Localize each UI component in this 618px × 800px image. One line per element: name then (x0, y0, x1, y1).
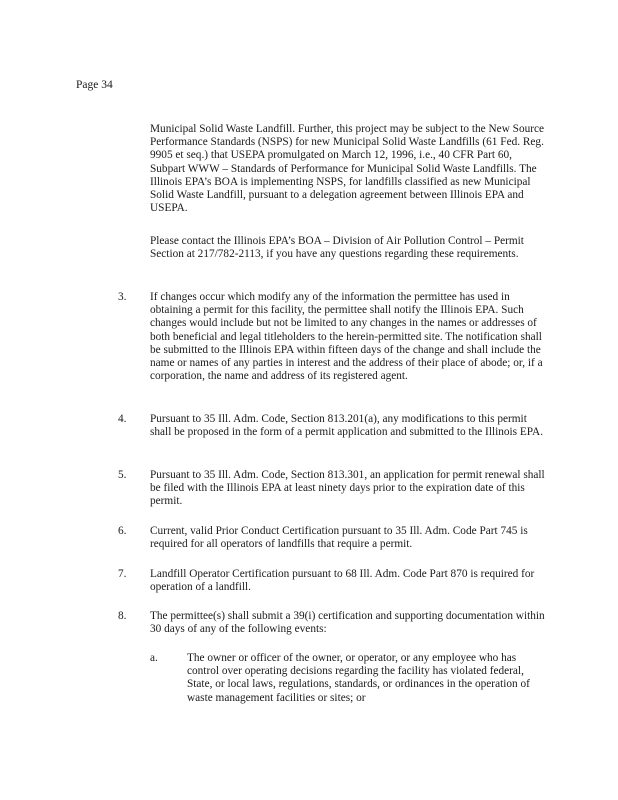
sub-list-item-letter: a. (150, 652, 158, 664)
continuation-paragraph-text: Municipal Solid Waste Landfill. Further, this project may be subject to the New Source Performance Standards (NSPS) for new Municipal Solid Waste Landfills (61 Fed. Reg. 9905 et seq.) that USEPA promulgated on March 12, 1996, i.e., 40 CFR Part 60, Subpart WWW – Standards of Performance for Municipal Solid Waste Landfills. The Illinois EPA’s BOA is implementing NSPS, for landfills classified as new Municipal Solid Waste Landfill, pursuant to a delegation agreement between Illinois EPA and USEPA. (150, 123, 545, 215)
list-item-number: 4. (118, 413, 127, 425)
list-item-text: Current, valid Prior Conduct Certification pursuant to 35 Ill. Adm. Code Part 745 is required for all operators of landfills that require a permit. (150, 525, 528, 551)
list-item-number: 7. (118, 568, 127, 580)
page-number-label: Page 34 (76, 79, 113, 91)
list-item-text: The permittee(s) shall submit a 39(i) certification and supporting documentation within 30 days of any of the following events: (150, 610, 545, 636)
list-item-number: 6. (118, 525, 127, 537)
sub-list-item-text: The owner or officer of the owner, or operator, or any employee who has control over operating decisions regarding the facility has violated federal, State, or local laws, regulations, standards, or ordinances in the operation of waste management facilities or sites; or (187, 652, 530, 704)
contact-paragraph (150, 235, 546, 261)
list-item-text: Pursuant to 35 Ill. Adm. Code, Section 813.301, an application for permit renewal shall be filed with the Illinois EPA at least ninety days prior to the expiration date of this permit. (150, 469, 545, 508)
list-item-number: 8. (118, 610, 127, 622)
contact-paragraph-text: Please contact the Illinois EPA’s BOA – Division of Air Pollution Control – Permit Section at 217/782-2113, if you have any questions regarding these requirements. (150, 235, 524, 261)
list-item-text: If changes occur which modify any of the information the permittee has used in obtaining a permit for this facility, the permittee shall notify the Illinois EPA. Such changes would include but not be limited to any changes in the names or addresses of both beneficial and legal titleholders to the herein-permitted site. The notification shall be submitted to the Illinois EPA within fifteen days of the change and shall include the name or names of any parties in interest and the address of their place of abode; or, if a corporation, the name and address of its registered agent. (150, 291, 543, 383)
list-item-text: Pursuant to 35 Ill. Adm. Code, Section 813.201(a), any modifications to this permit shall be proposed in the form of a permit application and submitted to the Illinois EPA. (150, 413, 544, 439)
list-item-number: 5. (118, 469, 127, 481)
list-item-number: 3. (118, 291, 127, 303)
list-item-text: Landfill Operator Certification pursuant to 68 Ill. Adm. Code Part 870 is required for operation of a landfill. (150, 568, 535, 594)
continuation-paragraph (150, 123, 546, 215)
